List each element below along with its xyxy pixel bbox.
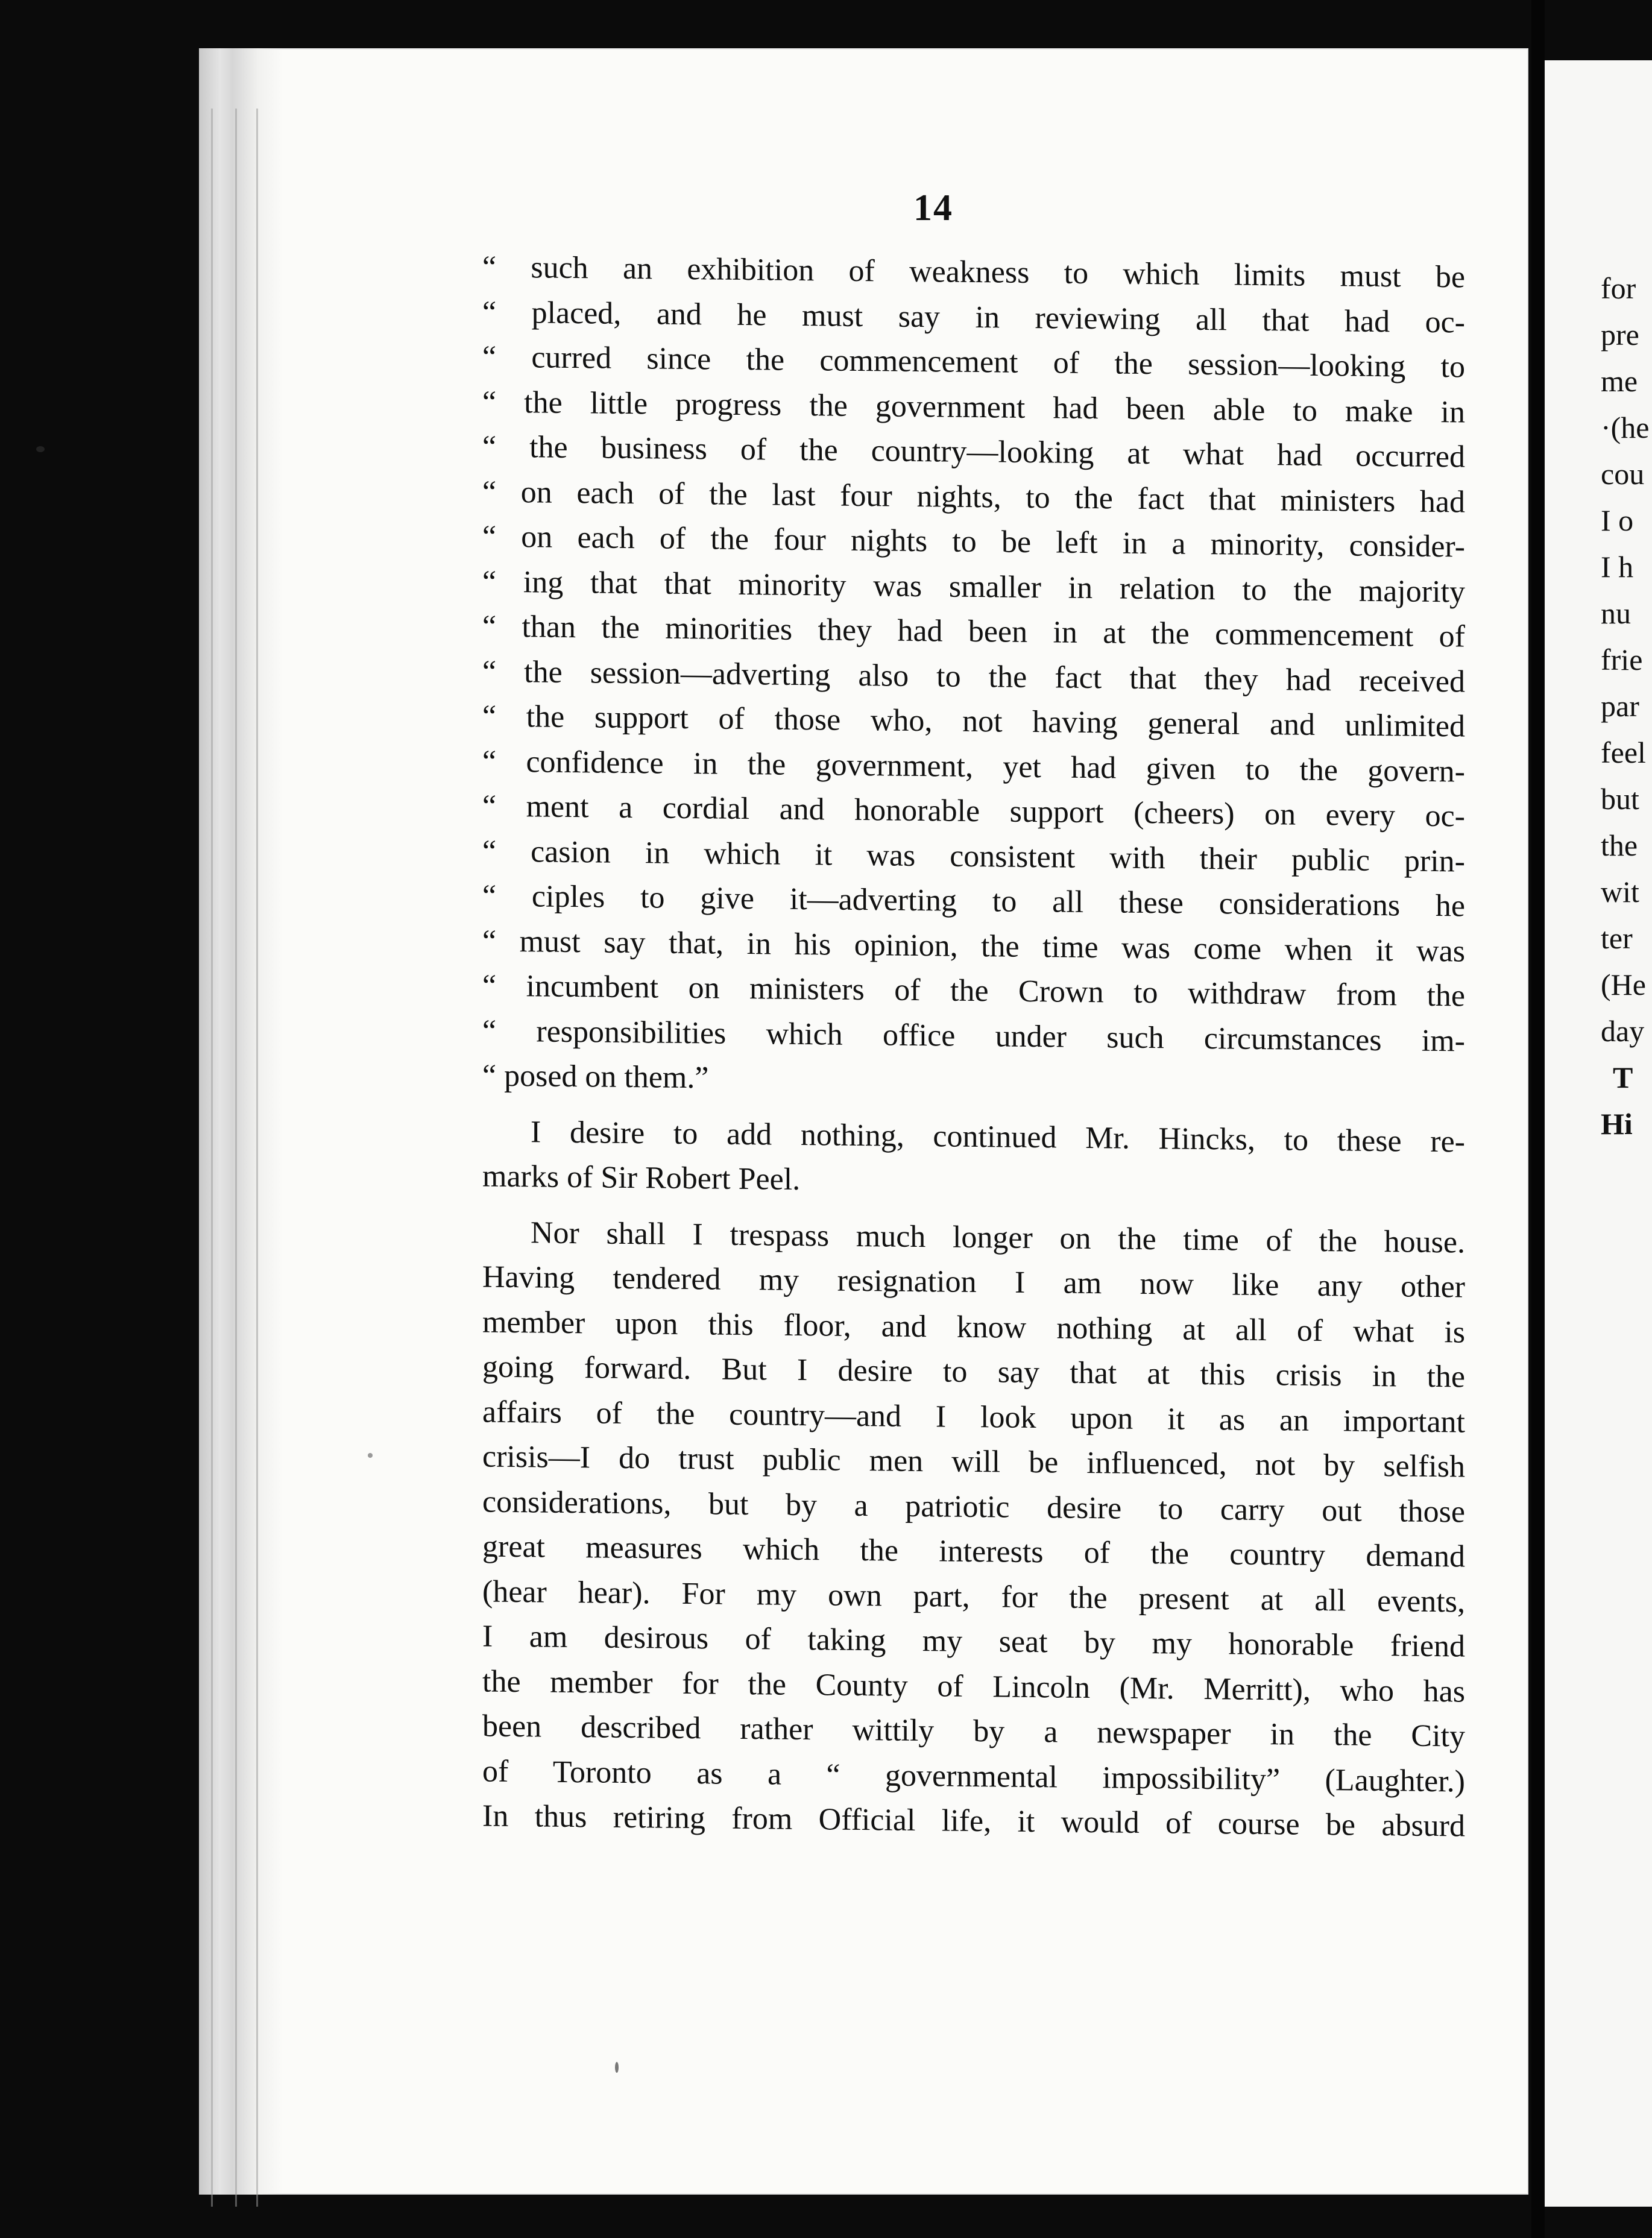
text-line: member upon this floor, and know nothing at all of what is (482, 1304, 1465, 1350)
facing-line: for (1601, 271, 1636, 305)
text-line: great measures which the interests of the country demand (482, 1529, 1465, 1574)
gutter-edge-line (256, 109, 258, 2207)
text-line: “ the session—adverting also to the fact that they had received (482, 654, 1465, 699)
facing-line: ter (1601, 921, 1633, 955)
text-line: “ the support of those who, not having general and unlimited (482, 699, 1465, 744)
text-line: “ than the minorities they had been in at the commencement of (482, 609, 1465, 654)
text-line: “ placed, and he must say in reviewing all that had oc- (482, 294, 1465, 340)
paragraph (482, 1115, 1465, 1205)
paragraph (482, 1215, 1465, 1844)
text-line: “ posed on them.” (482, 1058, 709, 1095)
page-gutter-shadow (199, 48, 283, 2195)
facing-line: pre (1601, 318, 1639, 351)
text-line: marks of Sir Robert Peel. (482, 1159, 801, 1197)
facing-line: me (1601, 364, 1638, 398)
text-line: “ ing that that minority was smaller in relation to the majority (482, 564, 1465, 610)
text-line: (hear hear). For my own part, for the present at all events, (482, 1574, 1465, 1619)
page-number: 14 (913, 188, 953, 229)
page-body-text (482, 250, 1465, 1844)
text-line: going forward. But I desire to say that at this crisis in the (482, 1349, 1465, 1395)
text-line: “ casion in which it was consistent with their public prin- (482, 833, 1465, 879)
text-line: affairs of the country—and I look upon it as an important (482, 1394, 1465, 1440)
facing-page-text (1601, 265, 1652, 1147)
gutter-edge-line (235, 109, 237, 2207)
scan-speck (615, 2062, 619, 2073)
scan-speck (36, 446, 45, 452)
facing-line: day (1601, 1014, 1645, 1048)
text-line: considerations, but by a patriotic desire to carry out those (482, 1484, 1465, 1530)
gutter-edge-line (211, 109, 213, 2207)
text-line: crisis—I do trust public men will be influenced, not by selfish (482, 1439, 1465, 1484)
facing-line: I o (1601, 503, 1634, 537)
facing-line: I h (1601, 550, 1634, 584)
text-line: “ curred since the commencement of the session—looking to (482, 339, 1465, 385)
binding-shadow (1531, 0, 1545, 2238)
text-line: Having tendered my resignation I am now like any other (482, 1259, 1465, 1305)
text-line: “ the business of the country—looking at what had occurred (482, 429, 1465, 474)
text-line: “ responsibilities which office under such circumstances im- (482, 1013, 1465, 1059)
text-line: the member for the County of Lincoln (Mr. Merritt), who has (482, 1663, 1465, 1709)
facing-line: cou (1601, 457, 1645, 491)
text-line: “ such an exhibition of weakness to which limits must be (482, 250, 1465, 295)
text-line: I desire to add nothing, continued Mr. Hincks, to these re- (531, 1114, 1465, 1159)
facing-line: wit (1601, 875, 1639, 909)
text-line: “ the little progress the government had been able to make in (482, 384, 1465, 430)
text-line: been described rather wittily by a newspaper in the City (482, 1709, 1465, 1754)
facing-line: but (1601, 782, 1639, 816)
facing-line: par (1601, 689, 1639, 723)
facing-line: Hi (1601, 1107, 1633, 1141)
text-line: “ on each of the four nights to be left in a minority, consider- (482, 519, 1465, 564)
text-line: “ must say that, in his opinion, the time was come when it was (482, 923, 1465, 969)
facing-line: the (1601, 828, 1638, 862)
text-line: I am desirous of taking my seat by my honorable friend (482, 1619, 1465, 1664)
quoted-paragraph (482, 250, 1465, 1104)
text-line: “ ciples to give it—adverting to all these considerations he (482, 878, 1465, 924)
text-line: “ on each of the last four nights, to the fact that ministers had (482, 474, 1465, 520)
text-line: of Toronto as a “ governmental impossibility” (Laughter.) (482, 1753, 1465, 1799)
text-line: Nor shall I trespass much longer on the time of the house. (531, 1215, 1465, 1260)
facing-line: frie (1601, 643, 1643, 676)
text-line: “ ment a cordial and honorable support (cheers) on every oc- (482, 789, 1465, 834)
facing-line: T (1613, 1061, 1633, 1094)
text-line: “ confidence in the government, yet had given to the govern- (482, 743, 1465, 789)
facing-line: (He (1601, 968, 1646, 1001)
facing-line: nu (1601, 596, 1631, 630)
facing-line: feel (1601, 736, 1646, 769)
facing-line: ·(he (1601, 411, 1650, 444)
scan-speck (368, 1453, 373, 1458)
text-line: “ incumbent on ministers of the Crown to withdraw from the (482, 968, 1465, 1013)
text-line: In thus retiring from Official life, it would of course be absurd (482, 1798, 1465, 1844)
